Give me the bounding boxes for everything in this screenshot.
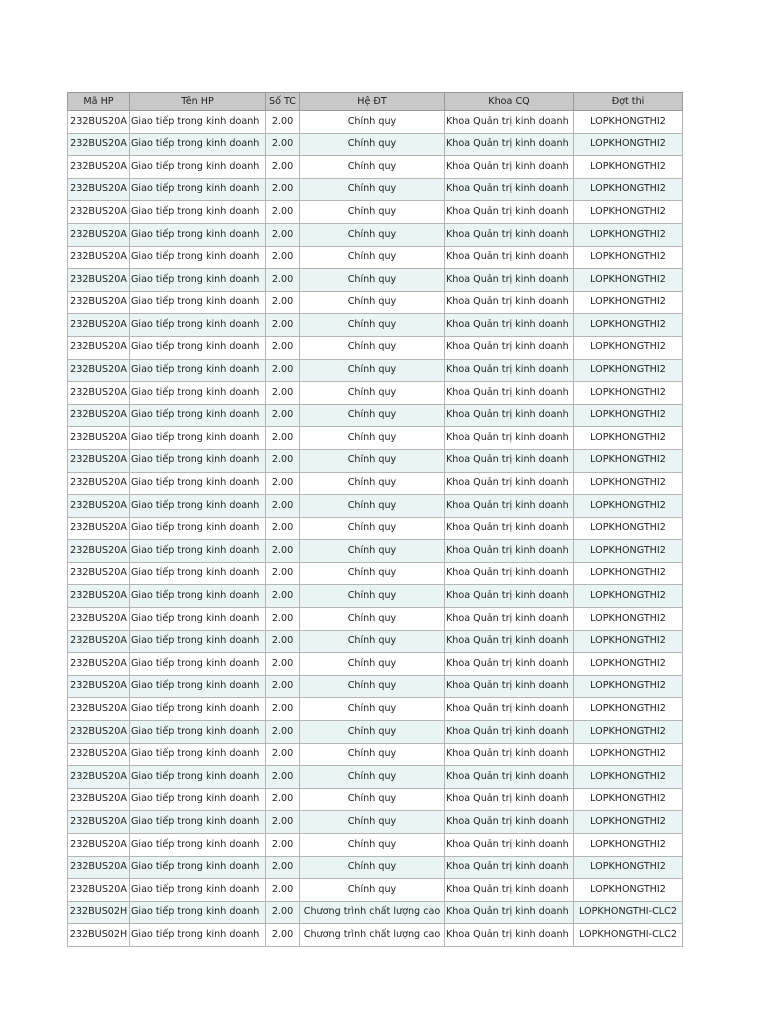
cell-he-dt: Chính quy	[300, 630, 445, 653]
header-ma-hp: Mã HP	[68, 93, 130, 111]
cell-ten-hp: Giao tiếp trong kinh doanh	[130, 675, 266, 698]
table-row	[68, 336, 683, 359]
cell-dot-thi: LOPKHONGTHI2	[574, 698, 683, 721]
cell-ma-hp: 232BUS20A	[68, 291, 130, 314]
cell-ten-hp: Giao tiếp trong kinh doanh	[130, 698, 266, 721]
cell-he-dt: Chính quy	[300, 427, 445, 450]
cell-dot-thi: LOPKHONGTHI2	[574, 517, 683, 540]
cell-so-tc: 2.00	[266, 653, 300, 676]
cell-ma-hp: 232BUS20A	[68, 449, 130, 472]
cell-ma-hp: 232BUS20A	[68, 201, 130, 224]
cell-ma-hp: 232BUS20A	[68, 879, 130, 902]
cell-so-tc: 2.00	[266, 336, 300, 359]
cell-so-tc: 2.00	[266, 698, 300, 721]
table-header	[68, 93, 683, 111]
cell-khoa-cq: Khoa Quản trị kinh doanh	[445, 721, 574, 744]
cell-ma-hp: 232BUS20A	[68, 834, 130, 857]
cell-so-tc: 2.00	[266, 201, 300, 224]
cell-ten-hp: Giao tiếp trong kinh doanh	[130, 314, 266, 337]
cell-so-tc: 2.00	[266, 449, 300, 472]
cell-so-tc: 2.00	[266, 291, 300, 314]
exam-schedule-table	[67, 92, 683, 947]
cell-ten-hp: Giao tiếp trong kinh doanh	[130, 495, 266, 518]
cell-ma-hp: 232BUS20A	[68, 540, 130, 563]
cell-ten-hp: Giao tiếp trong kinh doanh	[130, 630, 266, 653]
cell-ma-hp: 232BUS20A	[68, 404, 130, 427]
cell-ma-hp: 232BUS20A	[68, 698, 130, 721]
cell-ma-hp: 232BUS20A	[68, 766, 130, 789]
table-row	[68, 133, 683, 156]
cell-he-dt: Chính quy	[300, 788, 445, 811]
cell-khoa-cq: Khoa Quản trị kinh doanh	[445, 653, 574, 676]
cell-he-dt: Chính quy	[300, 743, 445, 766]
cell-he-dt: Chính quy	[300, 111, 445, 134]
cell-ten-hp: Giao tiếp trong kinh doanh	[130, 653, 266, 676]
cell-he-dt: Chính quy	[300, 811, 445, 834]
cell-khoa-cq: Khoa Quản trị kinh doanh	[445, 630, 574, 653]
cell-he-dt: Chính quy	[300, 336, 445, 359]
table-row	[68, 879, 683, 902]
cell-he-dt: Chính quy	[300, 472, 445, 495]
cell-dot-thi: LOPKHONGTHI2	[574, 675, 683, 698]
cell-khoa-cq: Khoa Quản trị kinh doanh	[445, 811, 574, 834]
cell-ten-hp: Giao tiếp trong kinh doanh	[130, 879, 266, 902]
cell-ma-hp: 232BUS20A	[68, 630, 130, 653]
cell-ma-hp: 232BUS20A	[68, 359, 130, 382]
cell-dot-thi: LOPKHONGTHI2	[574, 766, 683, 789]
table-row	[68, 811, 683, 834]
table-row	[68, 608, 683, 631]
cell-khoa-cq: Khoa Quản trị kinh doanh	[445, 879, 574, 902]
cell-he-dt: Chính quy	[300, 766, 445, 789]
cell-he-dt: Chính quy	[300, 133, 445, 156]
cell-dot-thi: LOPKHONGTHI2	[574, 246, 683, 269]
cell-he-dt: Chính quy	[300, 540, 445, 563]
table-row	[68, 495, 683, 518]
cell-dot-thi: LOPKHONGTHI2	[574, 811, 683, 834]
cell-so-tc: 2.00	[266, 246, 300, 269]
cell-khoa-cq: Khoa Quản trị kinh doanh	[445, 834, 574, 857]
header-row	[68, 93, 683, 111]
cell-ma-hp: 232BUS02H	[68, 924, 130, 947]
cell-ma-hp: 232BUS20A	[68, 856, 130, 879]
table-row	[68, 269, 683, 292]
cell-dot-thi: LOPKHONGTHI2	[574, 856, 683, 879]
table-row	[68, 653, 683, 676]
cell-khoa-cq: Khoa Quản trị kinh doanh	[445, 359, 574, 382]
table-row	[68, 698, 683, 721]
cell-ma-hp: 232BUS20A	[68, 269, 130, 292]
cell-khoa-cq: Khoa Quản trị kinh doanh	[445, 901, 574, 924]
table-row	[68, 223, 683, 246]
cell-ma-hp: 232BUS20A	[68, 788, 130, 811]
cell-he-dt: Chính quy	[300, 675, 445, 698]
cell-so-tc: 2.00	[266, 472, 300, 495]
cell-ma-hp: 232BUS20A	[68, 608, 130, 631]
table-row	[68, 291, 683, 314]
cell-dot-thi: LOPKHONGTHI2	[574, 743, 683, 766]
cell-ten-hp: Giao tiếp trong kinh doanh	[130, 223, 266, 246]
cell-he-dt: Chính quy	[300, 359, 445, 382]
cell-ma-hp: 232BUS20A	[68, 721, 130, 744]
cell-ten-hp: Giao tiếp trong kinh doanh	[130, 540, 266, 563]
cell-khoa-cq: Khoa Quản trị kinh doanh	[445, 269, 574, 292]
cell-ma-hp: 232BUS20A	[68, 472, 130, 495]
cell-khoa-cq: Khoa Quản trị kinh doanh	[445, 201, 574, 224]
cell-dot-thi: LOPKHONGTHI2	[574, 721, 683, 744]
cell-he-dt: Chính quy	[300, 585, 445, 608]
cell-so-tc: 2.00	[266, 404, 300, 427]
cell-ma-hp: 232BUS20A	[68, 811, 130, 834]
cell-ten-hp: Giao tiếp trong kinh doanh	[130, 382, 266, 405]
cell-he-dt: Chính quy	[300, 404, 445, 427]
cell-he-dt: Chính quy	[300, 269, 445, 292]
cell-ten-hp: Giao tiếp trong kinh doanh	[130, 924, 266, 947]
cell-ma-hp: 232BUS20A	[68, 133, 130, 156]
header-dot-thi: Đợt thi	[574, 93, 683, 111]
cell-dot-thi: LOPKHONGTHI2	[574, 178, 683, 201]
cell-dot-thi: LOPKHONGTHI2	[574, 156, 683, 179]
cell-khoa-cq: Khoa Quản trị kinh doanh	[445, 156, 574, 179]
cell-dot-thi: LOPKHONGTHI2	[574, 834, 683, 857]
table-row	[68, 359, 683, 382]
table-row	[68, 382, 683, 405]
cell-ten-hp: Giao tiếp trong kinh doanh	[130, 856, 266, 879]
table-row	[68, 585, 683, 608]
cell-so-tc: 2.00	[266, 156, 300, 179]
table-row	[68, 743, 683, 766]
cell-so-tc: 2.00	[266, 811, 300, 834]
cell-ten-hp: Giao tiếp trong kinh doanh	[130, 608, 266, 631]
table-row	[68, 201, 683, 224]
cell-so-tc: 2.00	[266, 223, 300, 246]
cell-so-tc: 2.00	[266, 382, 300, 405]
cell-khoa-cq: Khoa Quản trị kinh doanh	[445, 178, 574, 201]
cell-khoa-cq: Khoa Quản trị kinh doanh	[445, 562, 574, 585]
table-row	[68, 630, 683, 653]
cell-khoa-cq: Khoa Quản trị kinh doanh	[445, 766, 574, 789]
table-row	[68, 856, 683, 879]
cell-so-tc: 2.00	[266, 924, 300, 947]
table-row	[68, 540, 683, 563]
cell-dot-thi: LOPKHONGTHI2	[574, 540, 683, 563]
cell-khoa-cq: Khoa Quản trị kinh doanh	[445, 246, 574, 269]
cell-khoa-cq: Khoa Quản trị kinh doanh	[445, 743, 574, 766]
table-row	[68, 246, 683, 269]
cell-ten-hp: Giao tiếp trong kinh doanh	[130, 585, 266, 608]
cell-khoa-cq: Khoa Quản trị kinh doanh	[445, 404, 574, 427]
cell-so-tc: 2.00	[266, 721, 300, 744]
cell-ten-hp: Giao tiếp trong kinh doanh	[130, 178, 266, 201]
cell-he-dt: Chính quy	[300, 856, 445, 879]
cell-ten-hp: Giao tiếp trong kinh doanh	[130, 359, 266, 382]
header-ten-hp: Tên HP	[130, 93, 266, 111]
cell-dot-thi: LOPKHONGTHI2	[574, 133, 683, 156]
table-row	[68, 562, 683, 585]
cell-ten-hp: Giao tiếp trong kinh doanh	[130, 449, 266, 472]
cell-so-tc: 2.00	[266, 856, 300, 879]
cell-khoa-cq: Khoa Quản trị kinh doanh	[445, 472, 574, 495]
cell-so-tc: 2.00	[266, 901, 300, 924]
table-body	[68, 111, 683, 947]
cell-khoa-cq: Khoa Quản trị kinh doanh	[445, 698, 574, 721]
cell-ten-hp: Giao tiếp trong kinh doanh	[130, 201, 266, 224]
cell-dot-thi: LOPKHONGTHI2	[574, 585, 683, 608]
cell-so-tc: 2.00	[266, 269, 300, 292]
header-he-dt: Hệ ĐT	[300, 93, 445, 111]
cell-he-dt: Chính quy	[300, 834, 445, 857]
cell-dot-thi: LOPKHONGTHI2	[574, 449, 683, 472]
cell-he-dt: Chính quy	[300, 201, 445, 224]
cell-so-tc: 2.00	[266, 879, 300, 902]
table-row	[68, 404, 683, 427]
cell-ma-hp: 232BUS20A	[68, 336, 130, 359]
cell-ten-hp: Giao tiếp trong kinh doanh	[130, 721, 266, 744]
cell-so-tc: 2.00	[266, 788, 300, 811]
cell-so-tc: 2.00	[266, 427, 300, 450]
cell-dot-thi: LOPKHONGTHI2	[574, 562, 683, 585]
cell-he-dt: Chính quy	[300, 314, 445, 337]
cell-dot-thi: LOPKHONGTHI2	[574, 608, 683, 631]
cell-khoa-cq: Khoa Quản trị kinh doanh	[445, 585, 574, 608]
cell-ten-hp: Giao tiếp trong kinh doanh	[130, 336, 266, 359]
cell-dot-thi: LOPKHONGTHI-CLC2	[574, 924, 683, 947]
cell-so-tc: 2.00	[266, 111, 300, 134]
cell-he-dt: Chính quy	[300, 879, 445, 902]
cell-he-dt: Chính quy	[300, 291, 445, 314]
cell-khoa-cq: Khoa Quản trị kinh doanh	[445, 449, 574, 472]
table-row	[68, 427, 683, 450]
cell-he-dt: Chính quy	[300, 178, 445, 201]
table-row	[68, 721, 683, 744]
cell-dot-thi: LOPKHONGTHI2	[574, 630, 683, 653]
cell-khoa-cq: Khoa Quản trị kinh doanh	[445, 314, 574, 337]
cell-dot-thi: LOPKHONGTHI2	[574, 427, 683, 450]
cell-khoa-cq: Khoa Quản trị kinh doanh	[445, 788, 574, 811]
cell-ten-hp: Giao tiếp trong kinh doanh	[130, 291, 266, 314]
cell-dot-thi: LOPKHONGTHI2	[574, 223, 683, 246]
cell-he-dt: Chính quy	[300, 698, 445, 721]
cell-dot-thi: LOPKHONGTHI2	[574, 382, 683, 405]
cell-ten-hp: Giao tiếp trong kinh doanh	[130, 788, 266, 811]
cell-ten-hp: Giao tiếp trong kinh doanh	[130, 133, 266, 156]
cell-so-tc: 2.00	[266, 608, 300, 631]
cell-he-dt: Chính quy	[300, 721, 445, 744]
cell-dot-thi: LOPKHONGTHI2	[574, 404, 683, 427]
table-row	[68, 111, 683, 134]
cell-so-tc: 2.00	[266, 585, 300, 608]
cell-khoa-cq: Khoa Quản trị kinh doanh	[445, 291, 574, 314]
cell-ma-hp: 232BUS20A	[68, 743, 130, 766]
cell-khoa-cq: Khoa Quản trị kinh doanh	[445, 856, 574, 879]
cell-ten-hp: Giao tiếp trong kinh doanh	[130, 562, 266, 585]
cell-ma-hp: 232BUS20A	[68, 156, 130, 179]
cell-dot-thi: LOPKHONGTHI2	[574, 336, 683, 359]
cell-ma-hp: 232BUS20A	[68, 562, 130, 585]
cell-ma-hp: 232BUS20A	[68, 382, 130, 405]
cell-ma-hp: 232BUS20A	[68, 675, 130, 698]
cell-he-dt: Chính quy	[300, 562, 445, 585]
cell-so-tc: 2.00	[266, 630, 300, 653]
cell-khoa-cq: Khoa Quản trị kinh doanh	[445, 608, 574, 631]
cell-so-tc: 2.00	[266, 133, 300, 156]
cell-dot-thi: LOPKHONGTHI2	[574, 201, 683, 224]
cell-ma-hp: 232BUS20A	[68, 495, 130, 518]
cell-ten-hp: Giao tiếp trong kinh doanh	[130, 156, 266, 179]
cell-dot-thi: LOPKHONGTHI2	[574, 653, 683, 676]
table-row	[68, 901, 683, 924]
table-row	[68, 314, 683, 337]
cell-khoa-cq: Khoa Quản trị kinh doanh	[445, 223, 574, 246]
table-row	[68, 449, 683, 472]
cell-dot-thi: LOPKHONGTHI2	[574, 111, 683, 134]
cell-dot-thi: LOPKHONGTHI2	[574, 269, 683, 292]
table-row	[68, 675, 683, 698]
cell-ten-hp: Giao tiếp trong kinh doanh	[130, 404, 266, 427]
cell-so-tc: 2.00	[266, 495, 300, 518]
table-row	[68, 924, 683, 947]
table-row	[68, 517, 683, 540]
cell-ten-hp: Giao tiếp trong kinh doanh	[130, 269, 266, 292]
cell-khoa-cq: Khoa Quản trị kinh doanh	[445, 517, 574, 540]
cell-dot-thi: LOPKHONGTHI-CLC2	[574, 901, 683, 924]
cell-dot-thi: LOPKHONGTHI2	[574, 472, 683, 495]
cell-he-dt: Chính quy	[300, 517, 445, 540]
cell-ten-hp: Giao tiếp trong kinh doanh	[130, 766, 266, 789]
cell-ten-hp: Giao tiếp trong kinh doanh	[130, 472, 266, 495]
cell-so-tc: 2.00	[266, 834, 300, 857]
cell-he-dt: Chính quy	[300, 223, 445, 246]
cell-ma-hp: 232BUS20A	[68, 653, 130, 676]
cell-ma-hp: 232BUS20A	[68, 585, 130, 608]
cell-ten-hp: Giao tiếp trong kinh doanh	[130, 111, 266, 134]
table-row	[68, 156, 683, 179]
header-so-tc: Số TC	[266, 93, 300, 111]
cell-ma-hp: 232BUS20A	[68, 517, 130, 540]
table-row	[68, 766, 683, 789]
cell-so-tc: 2.00	[266, 562, 300, 585]
cell-khoa-cq: Khoa Quản trị kinh doanh	[445, 924, 574, 947]
cell-khoa-cq: Khoa Quản trị kinh doanh	[445, 111, 574, 134]
cell-ten-hp: Giao tiếp trong kinh doanh	[130, 834, 266, 857]
cell-so-tc: 2.00	[266, 517, 300, 540]
table-row	[68, 834, 683, 857]
cell-ma-hp: 232BUS20A	[68, 427, 130, 450]
cell-ma-hp: 232BUS02H	[68, 901, 130, 924]
cell-khoa-cq: Khoa Quản trị kinh doanh	[445, 382, 574, 405]
cell-he-dt: Chính quy	[300, 653, 445, 676]
cell-dot-thi: LOPKHONGTHI2	[574, 788, 683, 811]
cell-ma-hp: 232BUS20A	[68, 223, 130, 246]
cell-ten-hp: Giao tiếp trong kinh doanh	[130, 246, 266, 269]
cell-he-dt: Chính quy	[300, 495, 445, 518]
cell-he-dt: Chính quy	[300, 382, 445, 405]
cell-ma-hp: 232BUS20A	[68, 111, 130, 134]
cell-he-dt: Chương trình chất lượng cao	[300, 924, 445, 947]
table-row	[68, 178, 683, 201]
cell-dot-thi: LOPKHONGTHI2	[574, 495, 683, 518]
cell-ten-hp: Giao tiếp trong kinh doanh	[130, 743, 266, 766]
cell-dot-thi: LOPKHONGTHI2	[574, 359, 683, 382]
cell-ten-hp: Giao tiếp trong kinh doanh	[130, 517, 266, 540]
cell-khoa-cq: Khoa Quản trị kinh doanh	[445, 427, 574, 450]
cell-khoa-cq: Khoa Quản trị kinh doanh	[445, 495, 574, 518]
cell-he-dt: Chương trình chất lượng cao	[300, 901, 445, 924]
cell-so-tc: 2.00	[266, 540, 300, 563]
cell-so-tc: 2.00	[266, 178, 300, 201]
cell-he-dt: Chính quy	[300, 449, 445, 472]
header-khoa-cq: Khoa CQ	[445, 93, 574, 111]
cell-so-tc: 2.00	[266, 314, 300, 337]
cell-ten-hp: Giao tiếp trong kinh doanh	[130, 811, 266, 834]
cell-ma-hp: 232BUS20A	[68, 178, 130, 201]
cell-so-tc: 2.00	[266, 359, 300, 382]
table-row	[68, 788, 683, 811]
cell-he-dt: Chính quy	[300, 246, 445, 269]
cell-dot-thi: LOPKHONGTHI2	[574, 291, 683, 314]
cell-so-tc: 2.00	[266, 766, 300, 789]
table-row	[68, 472, 683, 495]
cell-ma-hp: 232BUS20A	[68, 314, 130, 337]
cell-so-tc: 2.00	[266, 675, 300, 698]
cell-he-dt: Chính quy	[300, 156, 445, 179]
cell-ten-hp: Giao tiếp trong kinh doanh	[130, 427, 266, 450]
cell-he-dt: Chính quy	[300, 608, 445, 631]
cell-so-tc: 2.00	[266, 743, 300, 766]
cell-ma-hp: 232BUS20A	[68, 246, 130, 269]
cell-ten-hp: Giao tiếp trong kinh doanh	[130, 901, 266, 924]
cell-khoa-cq: Khoa Quản trị kinh doanh	[445, 675, 574, 698]
cell-khoa-cq: Khoa Quản trị kinh doanh	[445, 336, 574, 359]
cell-khoa-cq: Khoa Quản trị kinh doanh	[445, 133, 574, 156]
cell-dot-thi: LOPKHONGTHI2	[574, 879, 683, 902]
cell-dot-thi: LOPKHONGTHI2	[574, 314, 683, 337]
cell-khoa-cq: Khoa Quản trị kinh doanh	[445, 540, 574, 563]
